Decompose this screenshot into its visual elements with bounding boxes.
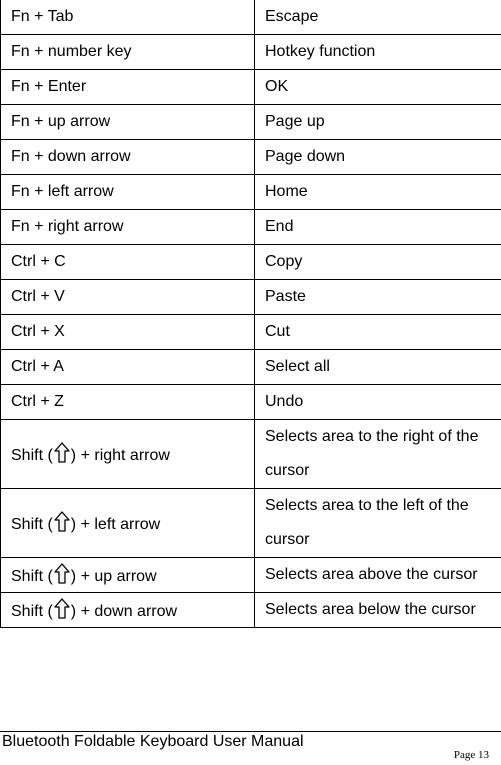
shift-arrow-icon bbox=[54, 511, 70, 533]
table-row bbox=[1, 0, 501, 35]
shortcut-keys bbox=[1, 420, 255, 489]
table-row bbox=[1, 350, 501, 385]
shortcut-function: End bbox=[255, 210, 501, 245]
shortcut-keys: Ctrl + Z bbox=[1, 385, 255, 420]
shortcut-function: Copy bbox=[255, 245, 501, 280]
shortcut-keys bbox=[1, 489, 255, 558]
shortcut-keys: Ctrl + V bbox=[1, 280, 255, 315]
shortcut-function: Escape bbox=[255, 0, 501, 35]
shortcut-function: Page down bbox=[255, 140, 501, 175]
shift-prefix: Shift ( bbox=[11, 603, 53, 620]
table-row bbox=[1, 105, 501, 140]
table-row bbox=[1, 558, 501, 593]
shift-suffix: ) + left arrow bbox=[70, 516, 161, 533]
shortcut-function: Select all bbox=[255, 350, 501, 385]
shortcut-keys: Fn + left arrow bbox=[1, 175, 255, 210]
shift-suffix: ) + right arrow bbox=[70, 447, 170, 464]
table-row bbox=[1, 315, 501, 350]
table-row bbox=[1, 280, 501, 315]
shift-suffix: ) + down arrow bbox=[70, 603, 178, 620]
shortcut-function: Page up bbox=[255, 105, 501, 140]
shortcut-function: Selects area above the cursor bbox=[255, 558, 501, 593]
shift-prefix: Shift ( bbox=[11, 568, 53, 585]
table-row bbox=[1, 385, 501, 420]
shortcut-keys: Ctrl + C bbox=[1, 245, 255, 280]
shortcut-function: OK bbox=[255, 70, 501, 105]
shift-arrow-icon bbox=[54, 442, 70, 464]
shortcut-function: Selects area below the cursor bbox=[255, 593, 501, 628]
footer-divider bbox=[0, 731, 501, 732]
table-row bbox=[1, 210, 501, 245]
shortcut-keys: Fn + number key bbox=[1, 35, 255, 70]
shortcut-function: Selects area to the right of the cursor bbox=[255, 420, 501, 489]
shortcut-keys: Fn + up arrow bbox=[1, 105, 255, 140]
shortcut-function: Selects area to the left of the cursor bbox=[255, 489, 501, 558]
table-row bbox=[1, 489, 501, 558]
shortcut-function: Home bbox=[255, 175, 501, 210]
table-row bbox=[1, 175, 501, 210]
shortcut-function: Hotkey function bbox=[255, 35, 501, 70]
page-number: Page 13 bbox=[453, 749, 489, 761]
shift-prefix: Shift ( bbox=[11, 516, 53, 533]
table-row bbox=[1, 35, 501, 70]
shortcut-keys: Fn + Tab bbox=[1, 0, 255, 35]
shift-arrow-icon bbox=[54, 598, 70, 620]
table-row bbox=[1, 420, 501, 489]
shortcut-function: Paste bbox=[255, 280, 501, 315]
shift-prefix: Shift ( bbox=[11, 447, 53, 464]
shift-suffix: ) + up arrow bbox=[70, 568, 157, 585]
shortcut-keys bbox=[1, 593, 255, 628]
shortcut-keys bbox=[1, 558, 255, 593]
table-row bbox=[1, 593, 501, 628]
table-row bbox=[1, 245, 501, 280]
shortcut-function: Cut bbox=[255, 315, 501, 350]
shortcut-keys: Fn + right arrow bbox=[1, 210, 255, 245]
shift-arrow-icon bbox=[54, 563, 70, 585]
table-row bbox=[1, 70, 501, 105]
footer-title: Bluetooth Foldable Keyboard User Manual bbox=[2, 733, 304, 750]
shortcut-keys: Fn + Enter bbox=[1, 70, 255, 105]
table-row bbox=[1, 140, 501, 175]
shortcut-keys: Ctrl + X bbox=[1, 315, 255, 350]
shortcut-keys: Fn + down arrow bbox=[1, 140, 255, 175]
shortcut-function: Undo bbox=[255, 385, 501, 420]
shortcut-keys: Ctrl + A bbox=[1, 350, 255, 385]
